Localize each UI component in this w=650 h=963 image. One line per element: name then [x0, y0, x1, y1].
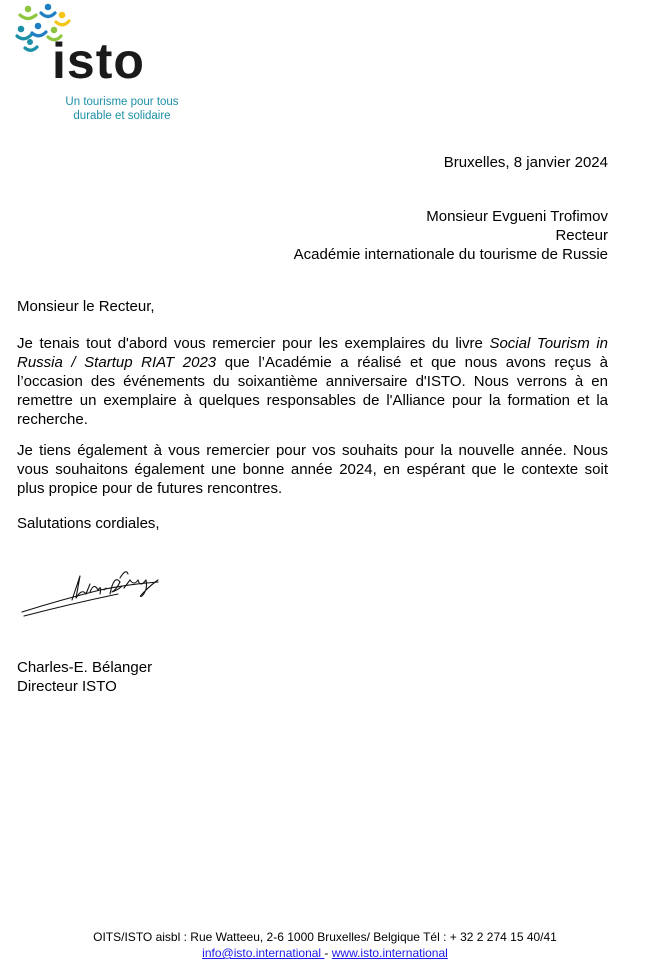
paragraph-new-year-wishes: Je tiens également à vous remercier pour vos souhaits pour la nouvelle année. Nous vous souhaitons également une bonne année 2024, en espérant que le contexte soit plus propice pour de futures rencontres. [17, 442, 608, 497]
logo-wordmark: isto [52, 33, 145, 89]
paragraph1-text-before: Je tenais tout d'abord vous remercier pour les exemplaires du livre [17, 335, 490, 352]
closing-line: Salutations cordiales, [17, 515, 160, 532]
handwritten-signature [20, 560, 165, 620]
salutation: Monsieur le Recteur, [17, 298, 155, 315]
footer-email-link[interactable]: info@isto.international [202, 946, 325, 960]
recipient-title: Recteur [555, 227, 608, 244]
footer-address: OITS/ISTO aisbl : Rue Watteeu, 2-6 1000 Bruxelles/ Belgique Tél : + 32 2 274 15 40/41 [93, 930, 557, 944]
tagline-line-2: durable et solidaire [73, 110, 171, 122]
signer-title: Directeur ISTO [17, 678, 117, 695]
footer-separator: - [324, 946, 332, 960]
recipient-block [294, 207, 608, 264]
signer-name: Charles-E. Bélanger [17, 659, 153, 676]
recipient-name: Monsieur Evgueni Trofimov [426, 208, 608, 225]
book-title: Social Tourism in Russia / Startup RIAT 2023 [17, 335, 608, 371]
footer [0, 929, 650, 961]
footer-contact [0, 945, 650, 961]
tagline-line-1: Un tourisme pour tous [65, 96, 179, 108]
recipient-organization: Académie internationale du tourisme de Russie [293, 246, 608, 263]
paragraph-thanks-book [17, 334, 608, 429]
footer-website-link[interactable]: www.isto.international [331, 946, 448, 960]
paragraph1-text-after: que l’Académie a réalisé et que nous avons reçus à l’occasion des événements du soixantième anniversaire d'ISTO. Nous verrons à en remettre un exemplaire à quelques responsables de l'Alliance pour la formation et la recherche. [17, 354, 608, 428]
place-date: Bruxelles, 8 janvier 2024 [443, 154, 608, 171]
signer-block [17, 658, 152, 696]
isto-logo [14, 2, 184, 122]
logo-tagline [52, 95, 192, 123]
